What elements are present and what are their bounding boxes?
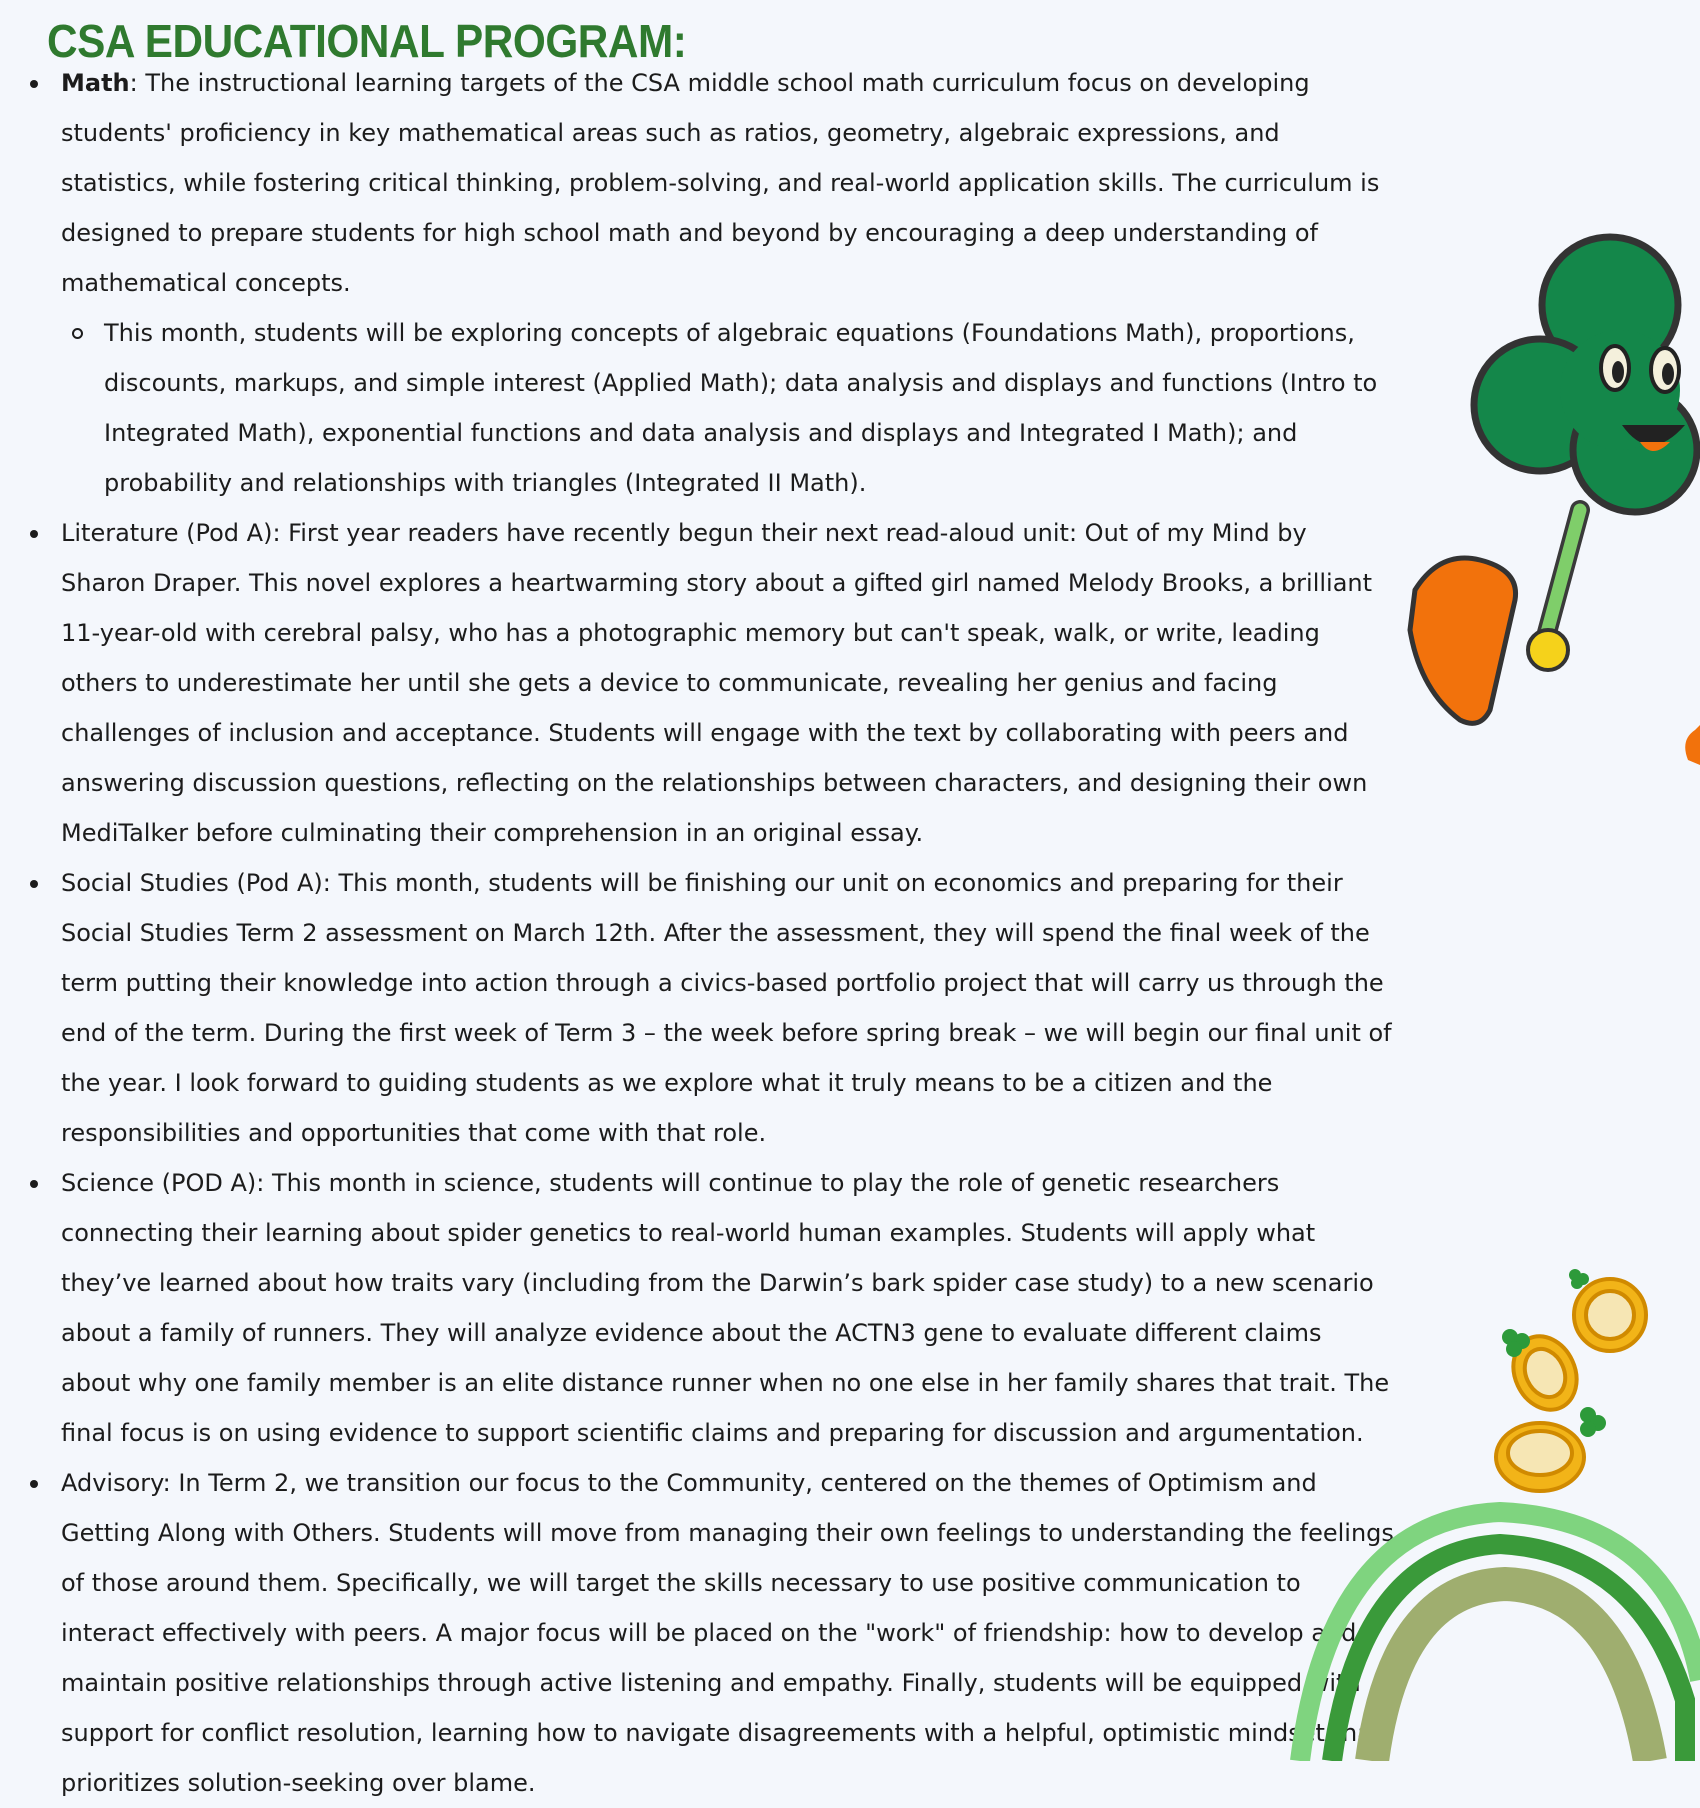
math-label: Math <box>61 69 130 97</box>
page-title: CSA EDUCATIONAL PROGRAM: <box>47 15 687 67</box>
program-list <box>25 58 1395 1808</box>
shamrock-mascot-icon <box>1400 220 1700 770</box>
gold-coins-icon <box>1470 1265 1670 1505</box>
math-sub-item: This month, students will be exploring concepts of algebraic equations (Foundations Math), proportions, discounts, markups, and simple interest (Applied Math); data analysis and displays and functions (Intro to Integrated Math), exponential functions and data analysis and displays and Integrated I Math); and probability and relationships with triangles (Integrated II Math). <box>61 308 1395 508</box>
list-item-social-studies: Social Studies (Pod A): This month, students will be finishing our unit on economics and preparing for their Social Studies Term 2 assessment on March 12th. After the assessment, they will spend the final week of the term putting their knowledge into action through a civics-based portfolio project that will carry us through the end of the term. During the first week of Term 3 – the week before spring break – we will begin our final unit of the year. I look forward to guiding students as we explore what it truly means to be a citizen and the responsibilities and opportunities that come with that role. <box>25 858 1395 1158</box>
list-item-literature: Literature (Pod A): First year readers have recently begun their next read-aloud unit: Out of my Mind by Sharon Draper. This novel explores a heartwarming story about a gifted girl named Melody Brooks, a brilliant 11-year-old with cerebral palsy, who has a photographic memory but can't speak, walk, or write, leading others to underestimate her until she gets a device to communicate, revealing her genius and facing challenges of inclusion and acceptance. Students will engage with the text by collaborating with peers and answering discussion questions, reflecting on the relationships between characters, and designing their own MediTalker before culminating their comprehension in an original essay. <box>25 508 1395 858</box>
list-item-science: Science (POD A): This month in science, students will continue to play the role of genetic researchers connecting their learning about spider genetics to real-world human examples. Students will apply what they’ve learned about how traits vary (including from the Darwin’s bark spider case study) to a new scenario about a family of runners. They will analyze evidence about the ACTN3 gene to evaluate different claims about why one family member is an elite distance runner when no one else in her family shares that trait. The final focus is on using evidence to support scientific claims and preparing for discussion and argumentation. <box>25 1158 1395 1458</box>
rainbow-icon <box>1290 1500 1700 1761</box>
program-content <box>25 58 1395 1808</box>
math-sub-list <box>61 308 1395 508</box>
math-text: : The instructional learning targets of the CSA middle school math curriculum focus on developing students' proficiency in key mathematical areas such as ratios, geometry, algebraic expressions, and statistics, while fostering critical thinking, problem-solving, and real-world application skills. The curriculum is designed to prepare students for high school math and beyond by encouraging a deep understanding of mathematical concepts. <box>61 69 1380 297</box>
list-item-math <box>25 58 1395 508</box>
list-item-advisory: Advisory: In Term 2, we transition our focus to the Community, centered on the themes of Optimism and Getting Along with Others. Students will move from managing their own feelings to understanding the feelings of those around them. Specifically, we will target the skills necessary to use positive communication to interact effectively with peers. A major focus will be placed on the "work" of friendship: how to develop and maintain positive relationships through active listening and empathy. Finally, students will be equipped with support for conflict resolution, learning how to navigate disagreements with a helpful, optimistic mindset that prioritizes solution-seeking over blame. <box>25 1458 1395 1808</box>
